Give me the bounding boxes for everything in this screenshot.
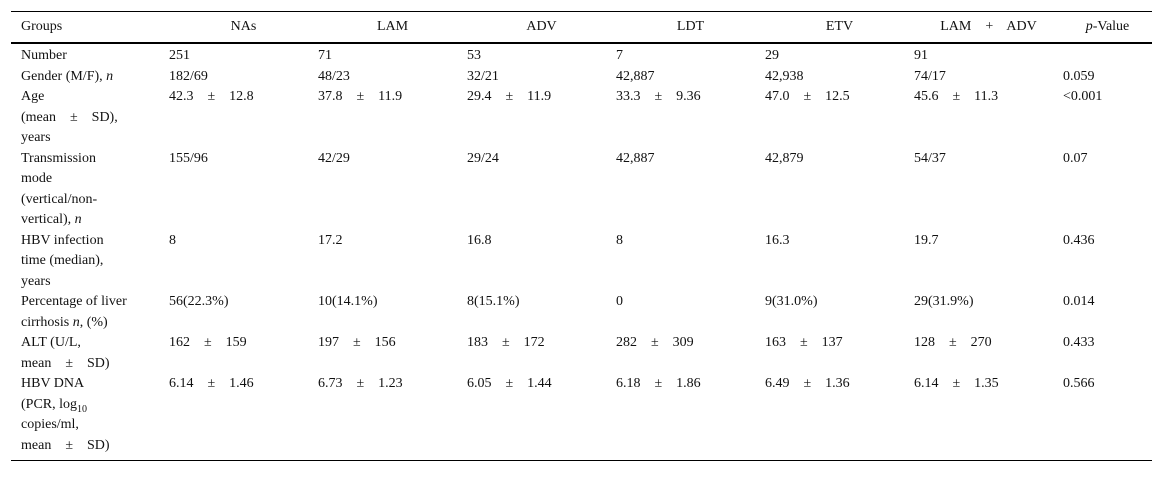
- cell-etv: 47.0 ± 12.5: [765, 89, 850, 104]
- header-p-rest: -Value: [1092, 19, 1130, 34]
- cell-nas: 155/96: [169, 150, 208, 166]
- table-row: [11, 87, 1152, 149]
- label-line: HBV infection: [21, 232, 104, 248]
- label-line: (vertical/non-: [21, 191, 98, 207]
- table-row: [11, 67, 1152, 88]
- label-line: ALT (U/L,: [21, 335, 81, 350]
- cell-nas: 8: [169, 232, 176, 248]
- cell-etv: 29: [765, 48, 779, 63]
- cell-lam-adv: 91: [914, 48, 928, 63]
- label-line: time (median),: [21, 253, 104, 268]
- cell-lam: 197 ± 156: [318, 335, 396, 350]
- cell-lam-adv: 19.7: [914, 232, 939, 248]
- table-row: [11, 292, 1152, 333]
- label-italic: n: [106, 68, 114, 84]
- cell-lam-adv: 74/17: [914, 68, 946, 84]
- cell-adv: 29/24: [467, 150, 499, 166]
- label-line: HBV DNA: [21, 376, 85, 391]
- cell-etv: 163 ± 137: [765, 335, 843, 350]
- cell-p-value: 0.566: [1063, 376, 1095, 391]
- cell-p-value: 0.433: [1063, 335, 1095, 350]
- table-row: [11, 43, 1152, 67]
- cell-etv: 9(31.0%): [765, 294, 818, 309]
- cell-etv: 16.3: [765, 232, 790, 248]
- cell-p-value: 0.07: [1063, 150, 1088, 166]
- cell-ldt: 282 ± 309: [616, 335, 694, 350]
- header-row: [11, 12, 1152, 44]
- header-adv: ADV: [526, 19, 557, 34]
- header-nas: NAs: [230, 19, 257, 34]
- cell-adv: 53: [467, 48, 481, 63]
- table-row: [11, 333, 1152, 374]
- cell-etv: 42,879: [765, 150, 804, 166]
- cell-nas: 56(22.3%): [169, 294, 229, 309]
- cell-nas: 42.3 ± 12.8: [169, 89, 254, 104]
- row-label: [11, 149, 169, 231]
- cell-lam-adv: 6.14 ± 1.35: [914, 376, 999, 391]
- header-etv: ETV: [825, 19, 854, 34]
- label-line: years: [21, 273, 51, 289]
- row-label: [11, 333, 169, 374]
- label-italic: n: [72, 314, 80, 330]
- cell-lam: 42/29: [318, 150, 350, 166]
- label-line: Age: [21, 89, 45, 104]
- cell-ldt: 8: [616, 232, 623, 248]
- label-line: Gender (M/F),: [21, 68, 107, 84]
- baseline-characteristics-table: [11, 11, 1152, 461]
- row-label: [11, 374, 169, 461]
- cell-lam: 71: [318, 48, 332, 63]
- label-line: (mean ± SD),: [21, 109, 118, 125]
- row-label: [11, 87, 169, 149]
- cell-lam-adv: 45.6 ± 11.3: [914, 89, 999, 104]
- table-row: [11, 374, 1152, 461]
- cell-p-value: 0.436: [1063, 232, 1095, 248]
- label-line: Transmission: [21, 150, 96, 166]
- cell-ldt: 7: [616, 48, 623, 63]
- row-label: [11, 43, 169, 67]
- cell-adv: 6.05 ± 1.44: [467, 376, 552, 391]
- cell-nas: 182/69: [169, 68, 208, 84]
- cell-ldt: 0: [616, 294, 623, 309]
- label-line: Number: [21, 48, 67, 63]
- cell-adv: 8(15.1%): [467, 294, 520, 309]
- cell-adv: 16.8: [467, 232, 492, 248]
- cell-p-value: [1063, 43, 1152, 67]
- cell-nas: 251: [169, 48, 190, 63]
- label-line: years: [21, 130, 51, 145]
- cell-lam-adv: 54/37: [914, 150, 946, 166]
- label-line: (PCR, log: [21, 396, 78, 412]
- row-label: [11, 231, 169, 293]
- cell-adv: 183 ± 172: [467, 335, 545, 350]
- cell-lam: 37.8 ± 11.9: [318, 89, 403, 104]
- label-italic: n: [74, 212, 82, 227]
- label-suffix: , (%): [79, 314, 108, 330]
- header-lam: LAM: [376, 19, 409, 34]
- label-line: cirrhosis: [21, 314, 73, 330]
- cell-adv: 32/21: [467, 68, 499, 84]
- row-label: [11, 292, 169, 333]
- cell-lam: 17.2: [318, 232, 343, 248]
- cell-ldt: 33.3 ± 9.36: [616, 89, 701, 104]
- cell-lam: 48/23: [318, 68, 350, 84]
- label-line: vertical),: [21, 212, 75, 227]
- cell-nas: 162 ± 159: [169, 335, 247, 350]
- cell-etv: 42,938: [765, 68, 804, 84]
- label-line: mean ± SD): [21, 355, 110, 371]
- table-row: [11, 231, 1152, 293]
- cell-nas: 6.14 ± 1.46: [169, 376, 254, 391]
- header-lam-adv: LAM + ADV: [940, 19, 1037, 34]
- cell-lam: 10(14.1%): [318, 294, 378, 309]
- header-p-italic: p: [1085, 19, 1093, 34]
- header-ldt: LDT: [676, 19, 705, 34]
- row-label: [11, 67, 169, 88]
- cell-lam-adv: 128 ± 270: [914, 335, 992, 350]
- cell-lam: 6.73 ± 1.23: [318, 376, 403, 391]
- label-line: copies/ml,: [21, 417, 79, 432]
- label-subscript: 10: [77, 403, 88, 415]
- label-line: mode: [21, 171, 53, 186]
- header-p-value: [1063, 12, 1152, 44]
- table-row: [11, 149, 1152, 231]
- cell-ldt: 42,887: [616, 150, 655, 166]
- label-line: mean ± SD): [21, 437, 110, 453]
- cell-lam-adv: 29(31.9%): [914, 294, 974, 309]
- cell-p-value: <0.001: [1063, 89, 1103, 104]
- cell-ldt: 6.18 ± 1.86: [616, 376, 701, 391]
- header-groups: Groups: [21, 19, 63, 34]
- cell-p-value: 0.059: [1063, 68, 1095, 84]
- cell-etv: 6.49 ± 1.36: [765, 376, 850, 391]
- cell-ldt: 42,887: [616, 68, 655, 84]
- cell-adv: 29.4 ± 11.9: [467, 89, 552, 104]
- cell-p-value: 0.014: [1063, 294, 1095, 309]
- label-line: Percentage of liver: [21, 294, 127, 309]
- data-table: [11, 11, 1152, 461]
